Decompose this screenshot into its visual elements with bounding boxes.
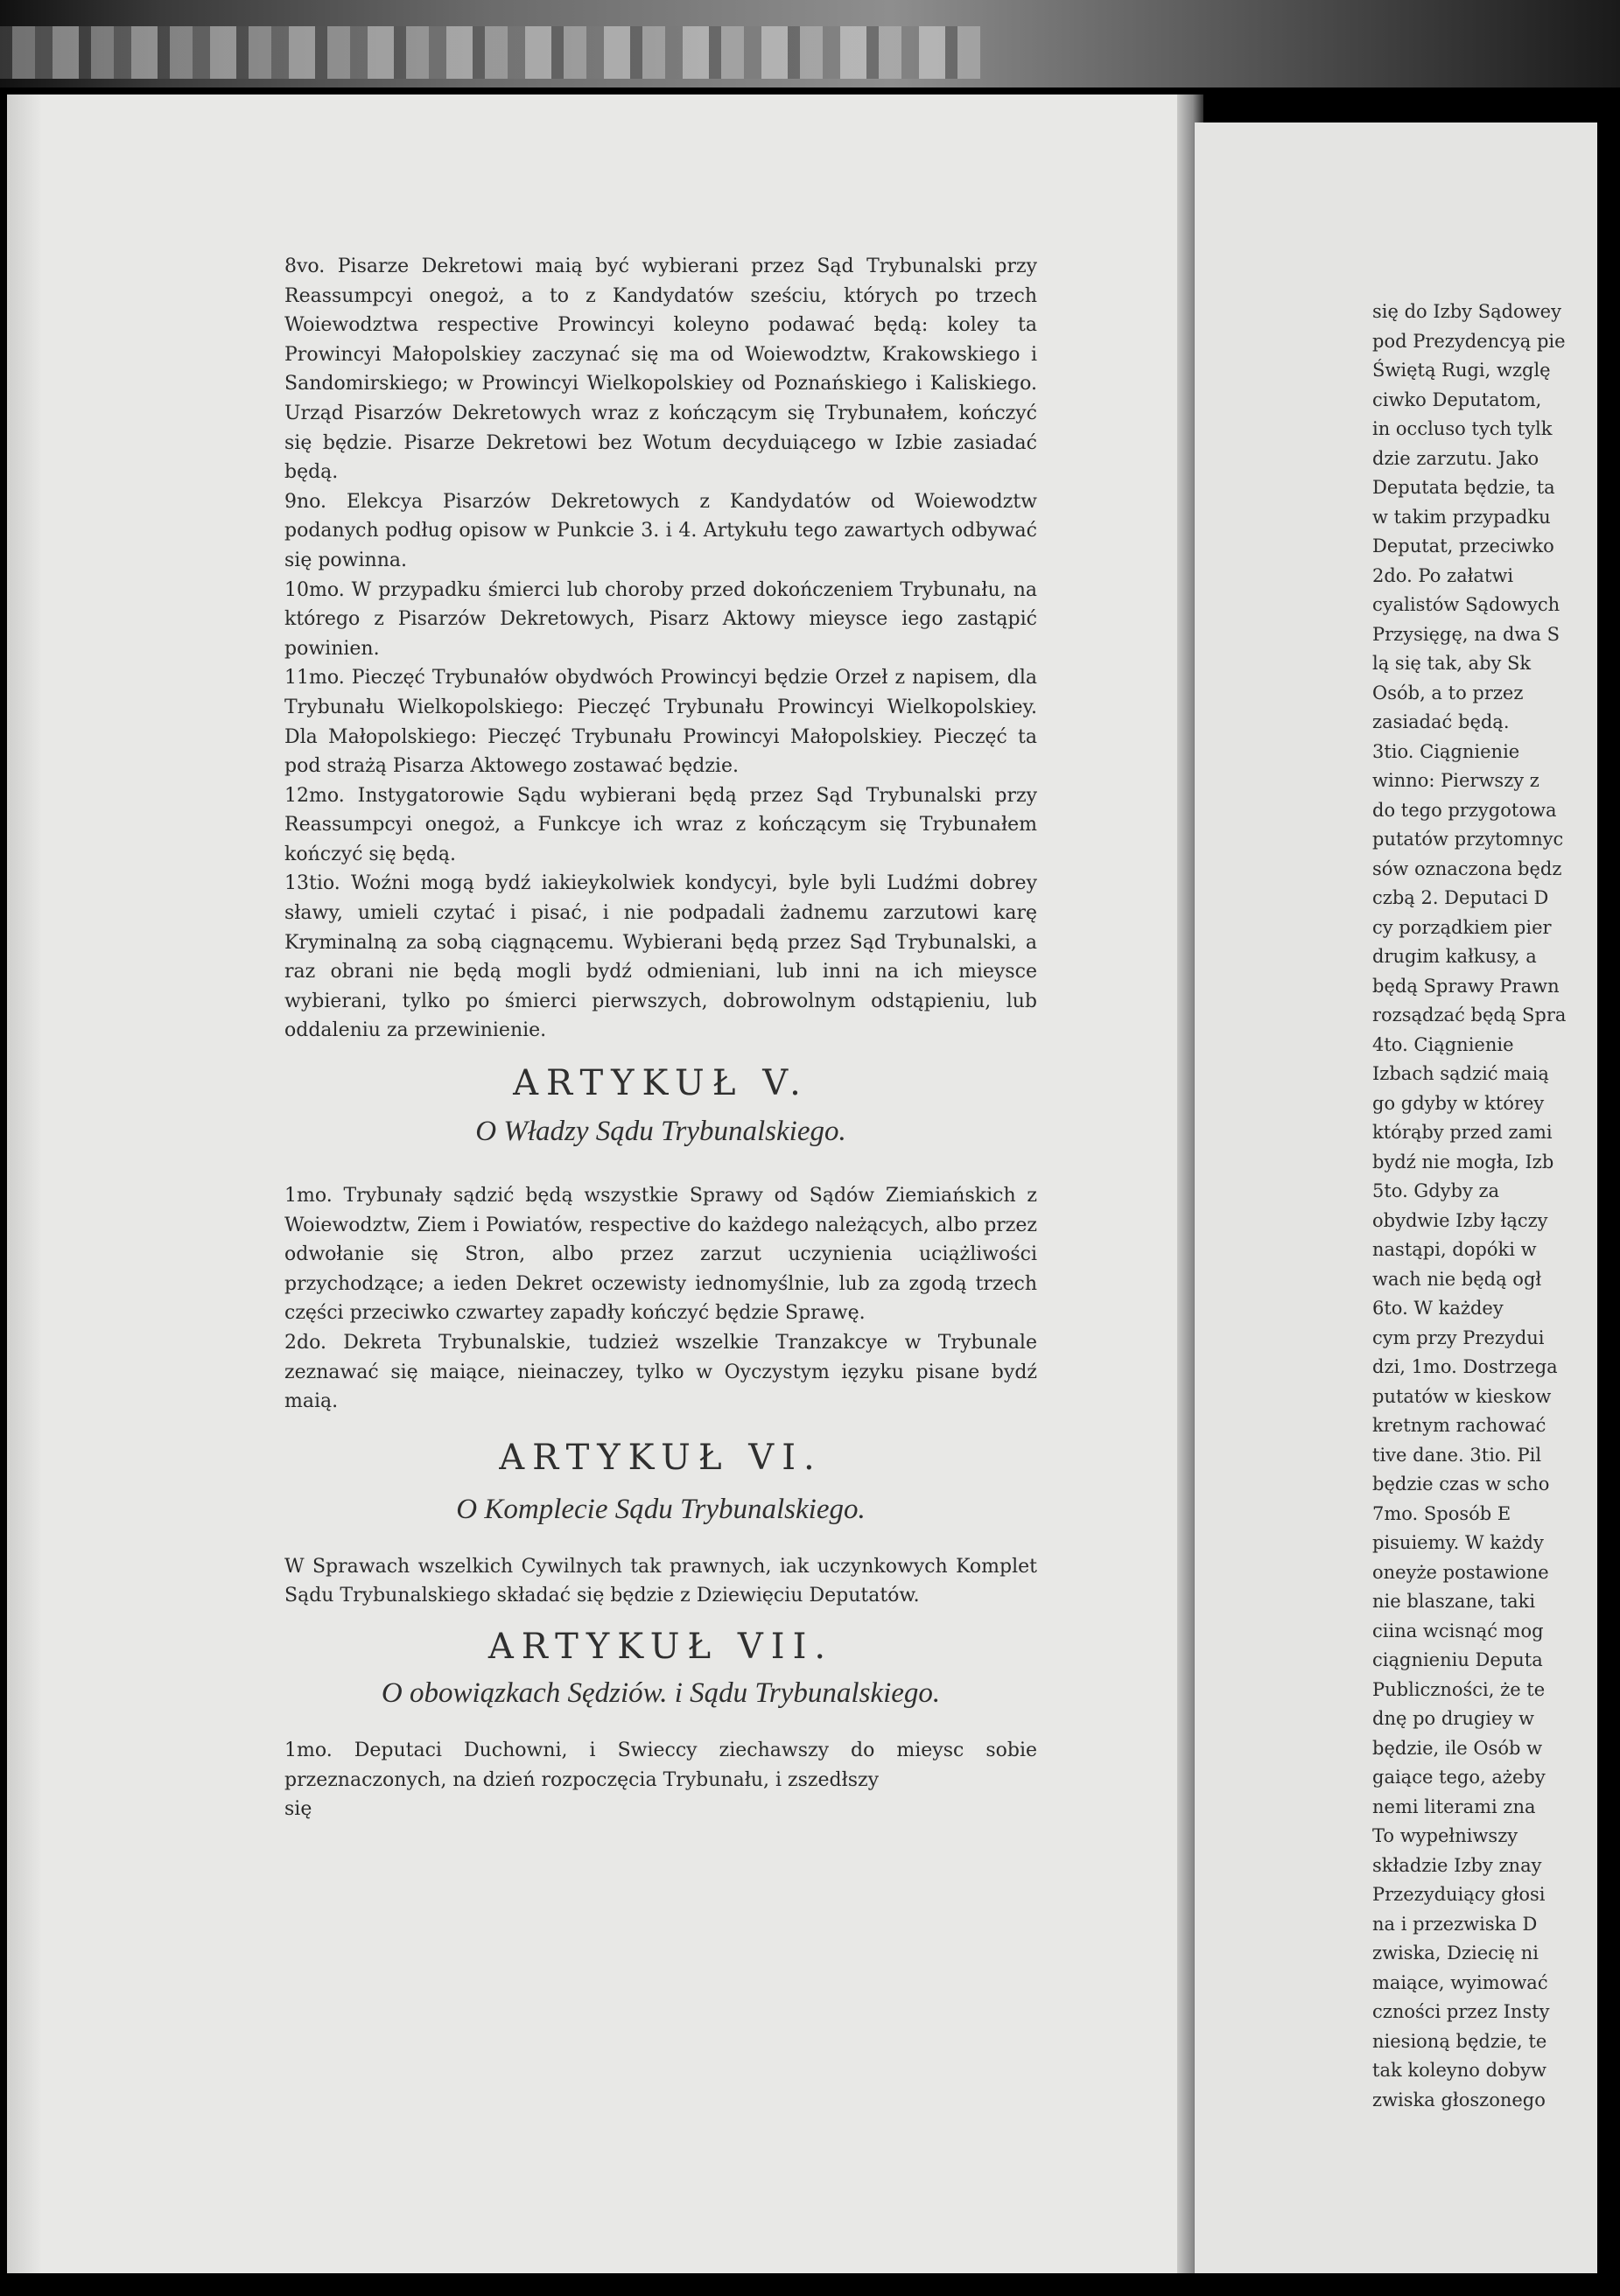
- right-page-line: drugim kałkusy, a: [1372, 946, 1537, 967]
- right-page-line: putatów przytomnyc: [1372, 829, 1564, 850]
- article-6-heading: ARTYKUŁ VI.: [499, 1437, 823, 1478]
- right-page-line: zwiska głoszonego: [1372, 2089, 1546, 2110]
- right-page-line: cy porządkiem pier: [1372, 916, 1552, 938]
- paragraph-13tio: 13tio. Woźni mogą bydź iakieykolwiek kondycyi, byle byli Ludźmi dobrey sławy, umieli czytać i pisać, i nie podpadali żadnemu zarzutowi karę Kryminalną za sobą ciągnącemu. Wybierani będą przez Sąd Trybunalski, a raz obrani nie będą mogli bydź odmieniani, lub inni na ich mieysce wybierani, tylko po śmierci pierwszych, dobrowolnym odstąpieniu, lub oddaleniu za przewinienie.: [284, 872, 1037, 1042]
- right-page-line: będą Sprawy Prawn: [1372, 975, 1560, 997]
- paragraph-12mo: 12mo. Instygatorowie Sądu wybierani będą przez Sąd Trybunalski przy Reassumpcyi onegoż, a Funkcye ich wraz z kończącym się Trybunałem kończyć się będą.: [284, 784, 1037, 865]
- article-6-subheading: O Komplecie Sądu Trybunalskiego.: [456, 1493, 866, 1525]
- left-page-text: [284, 252, 1037, 1824]
- right-page-line: którąby przed zami: [1372, 1122, 1553, 1143]
- right-page-line: nemi literami zna: [1372, 1796, 1536, 1817]
- right-page-line: oneyże postawione: [1372, 1561, 1549, 1583]
- right-page-line: do tego przygotowa: [1372, 799, 1557, 821]
- right-page-line: 7mo. Sposób E: [1372, 1502, 1511, 1524]
- paragraph-9no: 9no. Elekcya Pisarzów Dekretowych z Kandydatów od Woiewodztw podanych podług opisow w Punkcie 3. i 4. Artykułu tego zawartych odbywać się powinna.: [284, 490, 1037, 571]
- right-page-line: Osób, a to przez: [1372, 682, 1524, 704]
- right-page-line: go gdyby w którey: [1372, 1092, 1545, 1114]
- right-page-line: To wypełniwszy: [1372, 1825, 1518, 1846]
- right-page-line: rozsądzać będą Spra: [1372, 1004, 1567, 1026]
- right-page-line: Świętą Rugi, wzglę: [1372, 360, 1551, 381]
- right-page-line: Izbach sądzić maią: [1372, 1063, 1549, 1084]
- right-page-line: tive dane. 3tio. Pil: [1372, 1444, 1542, 1466]
- right-page-line: ciina wcisnąć mog: [1372, 1620, 1544, 1642]
- scan-top-strip: [0, 0, 1620, 88]
- right-page-line: niesioną będzie, te: [1372, 2030, 1547, 2052]
- right-page-line: 2do. Po załatwi: [1372, 564, 1514, 586]
- right-page-line: cym przy Prezydui: [1372, 1326, 1545, 1348]
- right-page-line: ciwko Deputatom,: [1372, 388, 1542, 410]
- right-page-line: ciągnieniu Deputa: [1372, 1649, 1543, 1670]
- right-page-line: winno: Pierwszy z: [1372, 770, 1539, 791]
- right-page-line: zwiska, Dziecię ni: [1372, 1942, 1539, 1964]
- right-page-line: dzi, 1mo. Dostrzega: [1372, 1356, 1558, 1377]
- right-page-line: maiące, wyimować: [1372, 1971, 1548, 1993]
- right-page-line: Przysięgę, na dwa S: [1372, 623, 1560, 645]
- right-page-line: wach nie będą ogł: [1372, 1268, 1542, 1290]
- right-page-line: będzie czas w scho: [1372, 1474, 1550, 1494]
- right-page-line: składzie Izby znay: [1372, 1854, 1542, 1876]
- right-page-line: nie blaszane, taki: [1372, 1591, 1536, 1612]
- right-page-line: pisuiemy. W każdy: [1372, 1532, 1544, 1553]
- right-page-text: [1372, 298, 1604, 2115]
- right-page-line: 3tio. Ciągnienie: [1372, 740, 1520, 762]
- right-page-line: zasiadać będą.: [1372, 711, 1510, 732]
- article-5-subheading: O Władzy Sądu Trybunalskiego.: [475, 1116, 846, 1148]
- paragraph-11mo: 11mo. Pieczęć Trybunałów obydwóch Prowincyi będzie Orzeł z napisem, dla Trybunału Wielkopolskiego: Pieczęć Trybunału Prowincyi Wielkopolskiey. Dla Małopolskiego: Pieczęć Trybunału Prowincyi Małopolskiey. Pieczęć ta pod strażą Pisarza Aktowego zostawać będzie.: [284, 667, 1037, 778]
- right-page-line: 4to. Ciągnienie: [1372, 1033, 1514, 1055]
- right-page-line: Deputat, przeciwko: [1372, 536, 1554, 556]
- right-page-line: Przezyduiący głosi: [1372, 1884, 1546, 1905]
- article-7-heading: ARTYKUŁ VII.: [487, 1626, 834, 1667]
- right-page-line: sów oznaczona będz: [1372, 858, 1562, 879]
- right-page-line: się do Izby Sądowey: [1372, 301, 1561, 322]
- right-page-line: na i przezwiska D: [1372, 1913, 1538, 1935]
- paragraph-8vo: 8vo. Pisarze Dekretowi maią być wybierani przez Sąd Trybunalski przy Reassumpcyi onegoż, a to z Kandydatów sześciu, których po trzech Woiewodztwa respective Prowincyi koleyno podawać będą: koley ta Prowincyi Małopolskiey zaczynać się ma od Woiewodztw, Krakowskiego i Sandomirskiego; w Prowincyi Wielkopolskiey od Poznańskiego i Kaliskiego. Urząd Pisarzów Dekretowych wraz z kończącym się Trybunałem, kończyć się będzie. Pisarze Dekretowi bez Wotum decyduiącego w Izbie zasiadać będą.: [284, 256, 1037, 484]
- right-page-line: 6to. W każdey: [1372, 1298, 1504, 1319]
- right-page-line: będzie, ile Osób w: [1372, 1737, 1543, 1759]
- right-page-line: czbą 2. Deputaci D: [1372, 887, 1549, 908]
- right-page-line: Deputata będzie, ta: [1372, 477, 1555, 498]
- right-page-line: in occluso tych tylk: [1372, 418, 1553, 439]
- right-page-line: kretnym rachować: [1372, 1415, 1546, 1436]
- scan-film-band: [0, 26, 980, 79]
- paragraph-10mo: 10mo. W przypadku śmierci lub choroby przed dokończeniem Trybunału, na którego z Pisarzów Dekretowych, Pisarz Aktowy mieysce iego zastąpić powinien.: [284, 578, 1037, 660]
- right-page-line: tak koleyno dobyw: [1372, 2060, 1546, 2081]
- right-page-line: nastąpi, dopóki w: [1372, 1239, 1537, 1260]
- catchword: się: [284, 1798, 312, 1821]
- right-page-line: cyalistów Sądowych: [1372, 594, 1560, 615]
- left-page-edge: [7, 94, 42, 2273]
- article-5-paragraph-1: 1mo. Trybunały sądzić będą wszystkie Sprawy od Sądów Ziemiańskich z Woiewodztw, Ziem i Powiatów, respective do każdego należących, albo przez odwołanie się Stron, albo przez zarzut uczynienia uciążliwości przychodzące; a ieden Dekret oczewisty iednomyślnie, lub za zgodą trzech części przeciwko czwartey zapadły kończyć będzie Sprawę.: [284, 1185, 1037, 1325]
- article-6-paragraph-1: W Sprawach wszelkich Cywilnych tak prawnych, iak uczynkowych Komplet Sądu Trybunalskiego składać się będzie z Dziewięciu Deputatów.: [284, 1555, 1037, 1607]
- right-page-line: obydwie Izby łączy: [1372, 1209, 1548, 1231]
- right-page-line: bydź nie mogła, Izb: [1372, 1151, 1554, 1172]
- article-7-paragraph-1: 1mo. Deputaci Duchowni, i Swieccy ziechawszy do mieysc sobie przeznaczonych, na dzień rozpoczęcia Trybunału, i zszedłszy: [284, 1739, 1037, 1791]
- right-page-line: pod Prezydencyą pie: [1372, 330, 1566, 352]
- right-page-line: w takim przypadku: [1372, 506, 1551, 528]
- right-page-line: Publiczności, że te: [1372, 1678, 1546, 1700]
- article-7-subheading: O obowiązkach Sędziów. i Sądu Trybunalskiego.: [381, 1676, 941, 1709]
- right-page-line: 5to. Gdyby za: [1372, 1180, 1500, 1201]
- right-page-line: putatów w kieskow: [1372, 1385, 1552, 1407]
- right-page-line: dzie zarzutu. Jako: [1372, 447, 1539, 469]
- right-page-line: lą się tak, aby Sk: [1372, 653, 1532, 674]
- article-5-heading: ARTYKUŁ V.: [513, 1063, 809, 1104]
- right-page-line: czności przez Insty: [1372, 2001, 1550, 2022]
- right-page-line: dnę po drugiey w: [1372, 1708, 1534, 1729]
- article-5-paragraph-2: 2do. Dekreta Trybunalskie, tudzież wszelkie Tranzakcye w Trybunale zeznawać się maiące, nieinaczey, tylko w Oyczystym ięzyku pisane bydź maią.: [284, 1332, 1037, 1413]
- right-page-line: gaiące tego, ażeby: [1372, 1767, 1546, 1788]
